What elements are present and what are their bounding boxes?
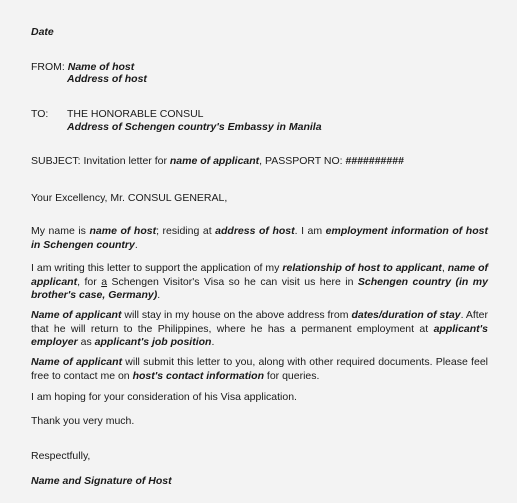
from-line: [31, 61, 488, 73]
paragraph-support: I am writing this letter to support the application of my relationship of host to applicant, name of applicant, for a Schengen Visitor's Visa so he can visit us here in Schengen country (in my brother's case, Germany).: [31, 262, 488, 302]
host-name: Name of host: [67, 61, 135, 73]
date-placeholder: Date: [31, 26, 54, 38]
paragraph-stay: Name of applicant will stay in my house on the above address from dates/duration of stay. After that he will return to the Philippines, where he has a permanent employment at applicant's employer as applicant's job position.: [31, 309, 488, 349]
embassy-address: Address of Schengen country's Embassy in Manila: [67, 121, 322, 133]
paragraph-thanks: Thank you very much.: [31, 415, 135, 427]
paragraph-intro: My name is name of host; residing at address of host. I am employment information of host in Schengen country.: [31, 225, 488, 251]
closing: Respectfully,: [31, 450, 91, 462]
subject-line: SUBJECT: Invitation letter for name of applicant, PASSPORT NO: ##########: [31, 155, 404, 167]
subject-applicant: name of applicant: [169, 155, 260, 167]
signature-line: Name and Signature of Host: [31, 475, 172, 487]
host-address: Address of host: [67, 73, 147, 85]
recipient: THE HONORABLE CONSUL: [67, 108, 204, 120]
paragraph-documents: Name of applicant will submit this letter to you, along with other required documents. Please feel free to contact me on host's contact information for queries.: [31, 356, 488, 382]
paragraph-consideration: I am hoping for your consideration of his Visa application.: [31, 391, 297, 403]
from-label: FROM:: [31, 61, 65, 73]
subject-label: SUBJECT:: [31, 155, 81, 167]
to-label: TO:: [31, 108, 49, 120]
passport-number: ##########: [345, 155, 404, 167]
salutation: Your Excellency, Mr. CONSUL GENERAL,: [31, 192, 228, 204]
